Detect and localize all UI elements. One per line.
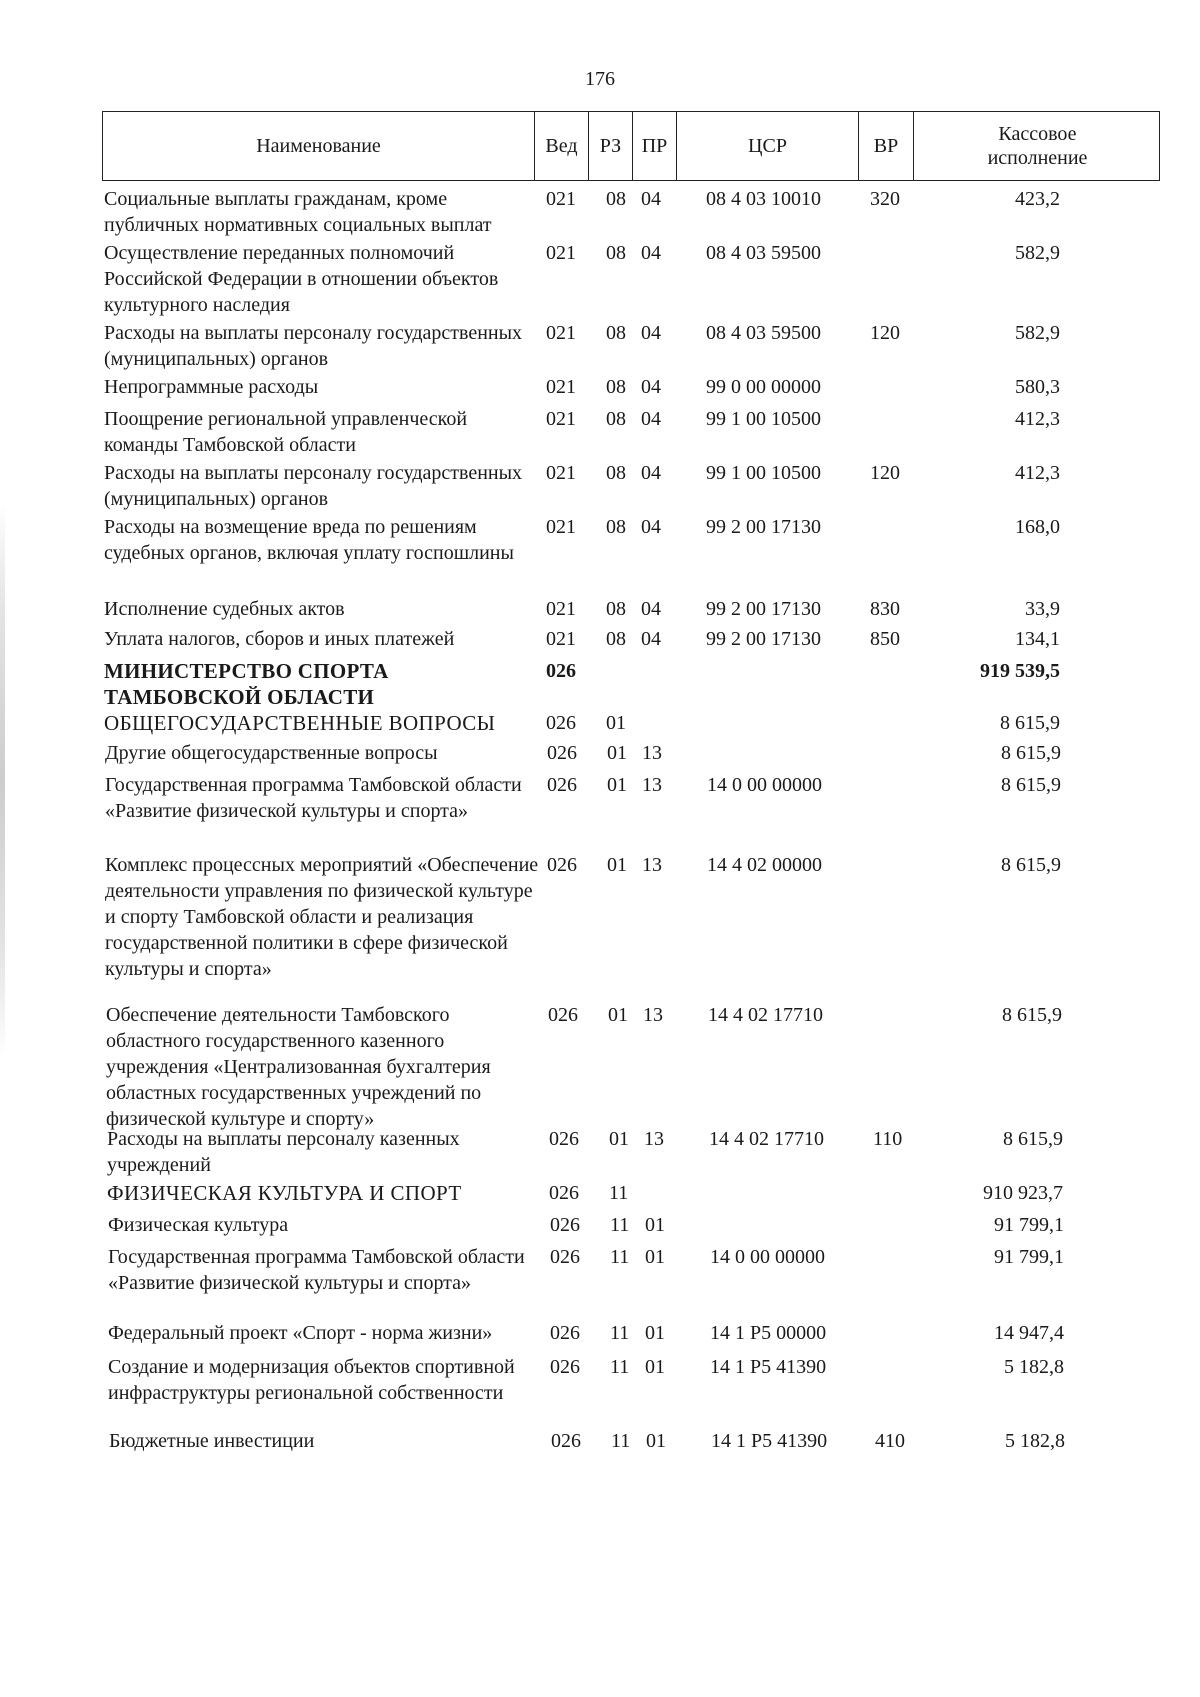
header-vr: ВР [859,112,914,180]
cell-name: Создание и модернизация объектов спортивной инфраструктуры региональной собственности [108,1356,515,1404]
cell-amount: 423,2 [1015,188,1060,210]
cell-pr: 13 [644,1128,664,1150]
cell-ved: 026 [547,854,577,876]
cell-rz: 08 [606,376,626,398]
cell-name: Комплекс процессных мероприятий «Обеспечение деятельности управления по физической культуре и спорту Тамбовской области и реализация государственной политики в сфере физической культуры и спорта» [105,854,539,980]
cell-csr: 99 2 00 17130 [706,628,821,650]
cell-csr: 99 1 00 10500 [706,408,821,430]
cell-csr: 14 4 02 17710 [708,1004,823,1026]
header-ved: Вед [535,112,589,180]
cell-rz: 01 [607,854,627,876]
cell-ved: 026 [549,1128,579,1150]
cell-ved: 026 [547,774,577,796]
cell-name: Государственная программа Тамбовской области «Развитие физической культуры и спорта» [105,774,522,822]
header-amount-line1: Кассовое [998,123,1077,145]
cell-name: Уплата налогов, сборов и иных платежей [104,628,455,650]
cell-rz: 11 [610,1356,630,1378]
cell-ved: 021 [546,462,576,484]
cell-rz: 08 [606,462,626,484]
cell-vr: 320 [870,188,900,210]
cell-pr: 04 [641,408,661,430]
cell-csr: 08 4 03 10010 [706,188,821,210]
cell-csr: 14 4 02 00000 [707,854,822,876]
cell-amount: 8 615,9 [1001,774,1061,796]
cell-csr: 08 4 03 59500 [706,322,821,344]
cell-name: Исполнение судебных актов [104,598,345,620]
cell-pr: 13 [642,854,662,876]
cell-rz: 01 [609,1128,629,1150]
cell-csr: 14 1 Р5 41390 [711,1430,828,1452]
cell-amount: 8 615,9 [1001,854,1061,876]
cell-name: Осуществление переданных полномочий Российской Федерации в отношении объектов культурного наследия [104,242,499,316]
cell-rz: 08 [606,242,626,264]
cell-ved: 021 [546,242,576,264]
header-rz: РЗ [589,112,633,180]
cell-amount: 91 799,1 [994,1214,1064,1236]
cell-name: Социальные выплаты гражданам, кроме публичных нормативных социальных выплат [104,188,492,236]
cell-csr: 14 4 02 17710 [709,1128,824,1150]
cell-rz: 08 [606,188,626,210]
cell-ved: 026 [551,1430,581,1452]
cell-pr: 13 [642,742,662,764]
cell-vr: 120 [870,322,900,344]
cell-name: Расходы на возмещение вреда по решениям судебных органов, включая уплату госпошлины [104,516,514,564]
cell-ved: 026 [550,1246,580,1268]
cell-rz: 11 [610,1322,630,1344]
cell-name: Федеральный проект «Спорт - норма жизни» [108,1322,493,1344]
cell-name: Физическая культура [108,1214,289,1236]
cell-pr: 04 [641,188,661,210]
cell-ved: 021 [546,322,576,344]
cell-rz: 11 [609,1182,629,1204]
cell-name: Расходы на выплаты персоналу государственных (муниципальных) органов [104,462,523,510]
cell-ved: 026 [547,742,577,764]
cell-rz: 08 [606,598,626,620]
cell-ved: 021 [546,598,576,620]
cell-csr: 14 0 00 00000 [707,774,822,796]
cell-csr: 99 0 00 00000 [706,376,821,398]
cell-rz: 08 [606,322,626,344]
cell-pr: 13 [642,774,662,796]
cell-vr: 830 [870,598,900,620]
cell-amount: 91 799,1 [994,1246,1064,1268]
cell-name: Обеспечение деятельности Тамбовского областного государственного казенного учреждения «Централизованная бухгалтерия областных государственных учреждений по физической культуре и спорту» [106,1004,491,1130]
cell-csr: 14 1 Р5 41390 [710,1356,827,1378]
cell-vr: 410 [875,1430,905,1452]
cell-name: Расходы на выплаты персоналу государственных (муниципальных) органов [104,322,523,370]
cell-pr: 13 [643,1004,663,1026]
cell-name: Расходы на выплаты персоналу казенных учреждений [107,1128,460,1176]
cell-pr: 01 [645,1246,665,1268]
header-amount-line2: исполнение [987,147,1088,169]
header-pr: ПР [633,112,677,180]
cell-amount: 8 615,9 [1001,742,1061,764]
cell-ved: 026 [550,1214,580,1236]
cell-name: Бюджетные инвестиции [109,1430,315,1452]
cell-ved: 021 [546,188,576,210]
cell-amount: 580,3 [1015,376,1060,398]
cell-name: Непрограммные расходы [104,376,319,398]
cell-name: Поощрение региональной управленческой команды Тамбовской области [104,408,468,456]
cell-rz: 08 [606,628,626,650]
cell-name: ФИЗИЧЕСКАЯ КУЛЬТУРА И СПОРТ [107,1181,462,1205]
cell-amount: 5 182,8 [1004,1356,1064,1378]
cell-csr: 14 0 00 00000 [710,1246,825,1268]
cell-amount: 8 615,9 [1002,1004,1062,1026]
cell-amount: 582,9 [1015,322,1060,344]
cell-ved: 021 [546,408,576,430]
cell-ved: 026 [549,1182,579,1204]
cell-amount: 412,3 [1015,408,1060,430]
cell-rz: 01 [606,712,626,734]
cell-csr: 99 2 00 17130 [706,598,821,620]
cell-vr: 850 [870,628,900,650]
cell-pr: 01 [645,1214,665,1236]
cell-name: Другие общегосударственные вопросы [105,742,438,764]
cell-csr: 08 4 03 59500 [706,242,821,264]
cell-amount: 168,0 [1015,516,1060,538]
cell-ved: 026 [546,660,576,682]
cell-name: Государственная программа Тамбовской области «Развитие физической культуры и спорта» [108,1246,525,1294]
cell-csr: 99 2 00 17130 [706,516,821,538]
cell-rz: 08 [606,408,626,430]
cell-pr: 04 [641,322,661,344]
cell-amount: 8 615,9 [1003,1128,1063,1150]
cell-amount: 5 182,8 [1005,1430,1065,1452]
cell-ved: 021 [546,516,576,538]
cell-csr: 99 1 00 10500 [706,462,821,484]
cell-ved: 026 [548,1004,578,1026]
cell-amount: 134,1 [1015,628,1060,650]
cell-amount: 8 615,9 [1000,712,1060,734]
header-name: Наименование [103,112,535,180]
cell-pr: 04 [641,462,661,484]
cell-pr: 01 [645,1322,665,1344]
cell-pr: 01 [645,1356,665,1378]
cell-pr: 04 [641,516,661,538]
cell-pr: 04 [641,598,661,620]
cell-amount: 412,3 [1015,462,1060,484]
cell-pr: 01 [646,1430,666,1452]
cell-rz: 11 [611,1430,631,1452]
cell-rz: 01 [607,774,627,796]
cell-amount: 33,9 [1025,598,1060,620]
cell-name: ОБЩЕГОСУДАРСТВЕННЫЕ ВОПРОСЫ [104,711,496,735]
cell-ved: 026 [550,1322,580,1344]
cell-pr: 04 [641,628,661,650]
cell-rz: 11 [610,1214,630,1236]
cell-vr: 120 [870,462,900,484]
cell-rz: 01 [607,742,627,764]
cell-rz: 01 [608,1004,628,1026]
page-number: 176 [585,68,615,90]
cell-ved: 021 [546,376,576,398]
cell-ved: 021 [546,628,576,650]
cell-pr: 04 [641,242,661,264]
cell-pr: 04 [641,376,661,398]
cell-ved: 026 [546,712,576,734]
cell-amount: 910 923,7 [983,1182,1063,1204]
cell-vr: 110 [873,1128,903,1150]
cell-csr: 14 1 Р5 00000 [710,1322,827,1344]
header-csr: ЦСР [677,112,859,180]
cell-name: МИНИСТЕРСТВО СПОРТА ТАМБОВСКОЙ ОБЛАСТИ [104,659,389,709]
cell-amount: 919 539,5 [980,660,1060,682]
cell-amount: 14 947,4 [994,1322,1064,1344]
cell-rz: 11 [610,1246,630,1268]
cell-amount: 582,9 [1015,242,1060,264]
cell-ved: 026 [550,1356,580,1378]
cell-rz: 08 [606,516,626,538]
